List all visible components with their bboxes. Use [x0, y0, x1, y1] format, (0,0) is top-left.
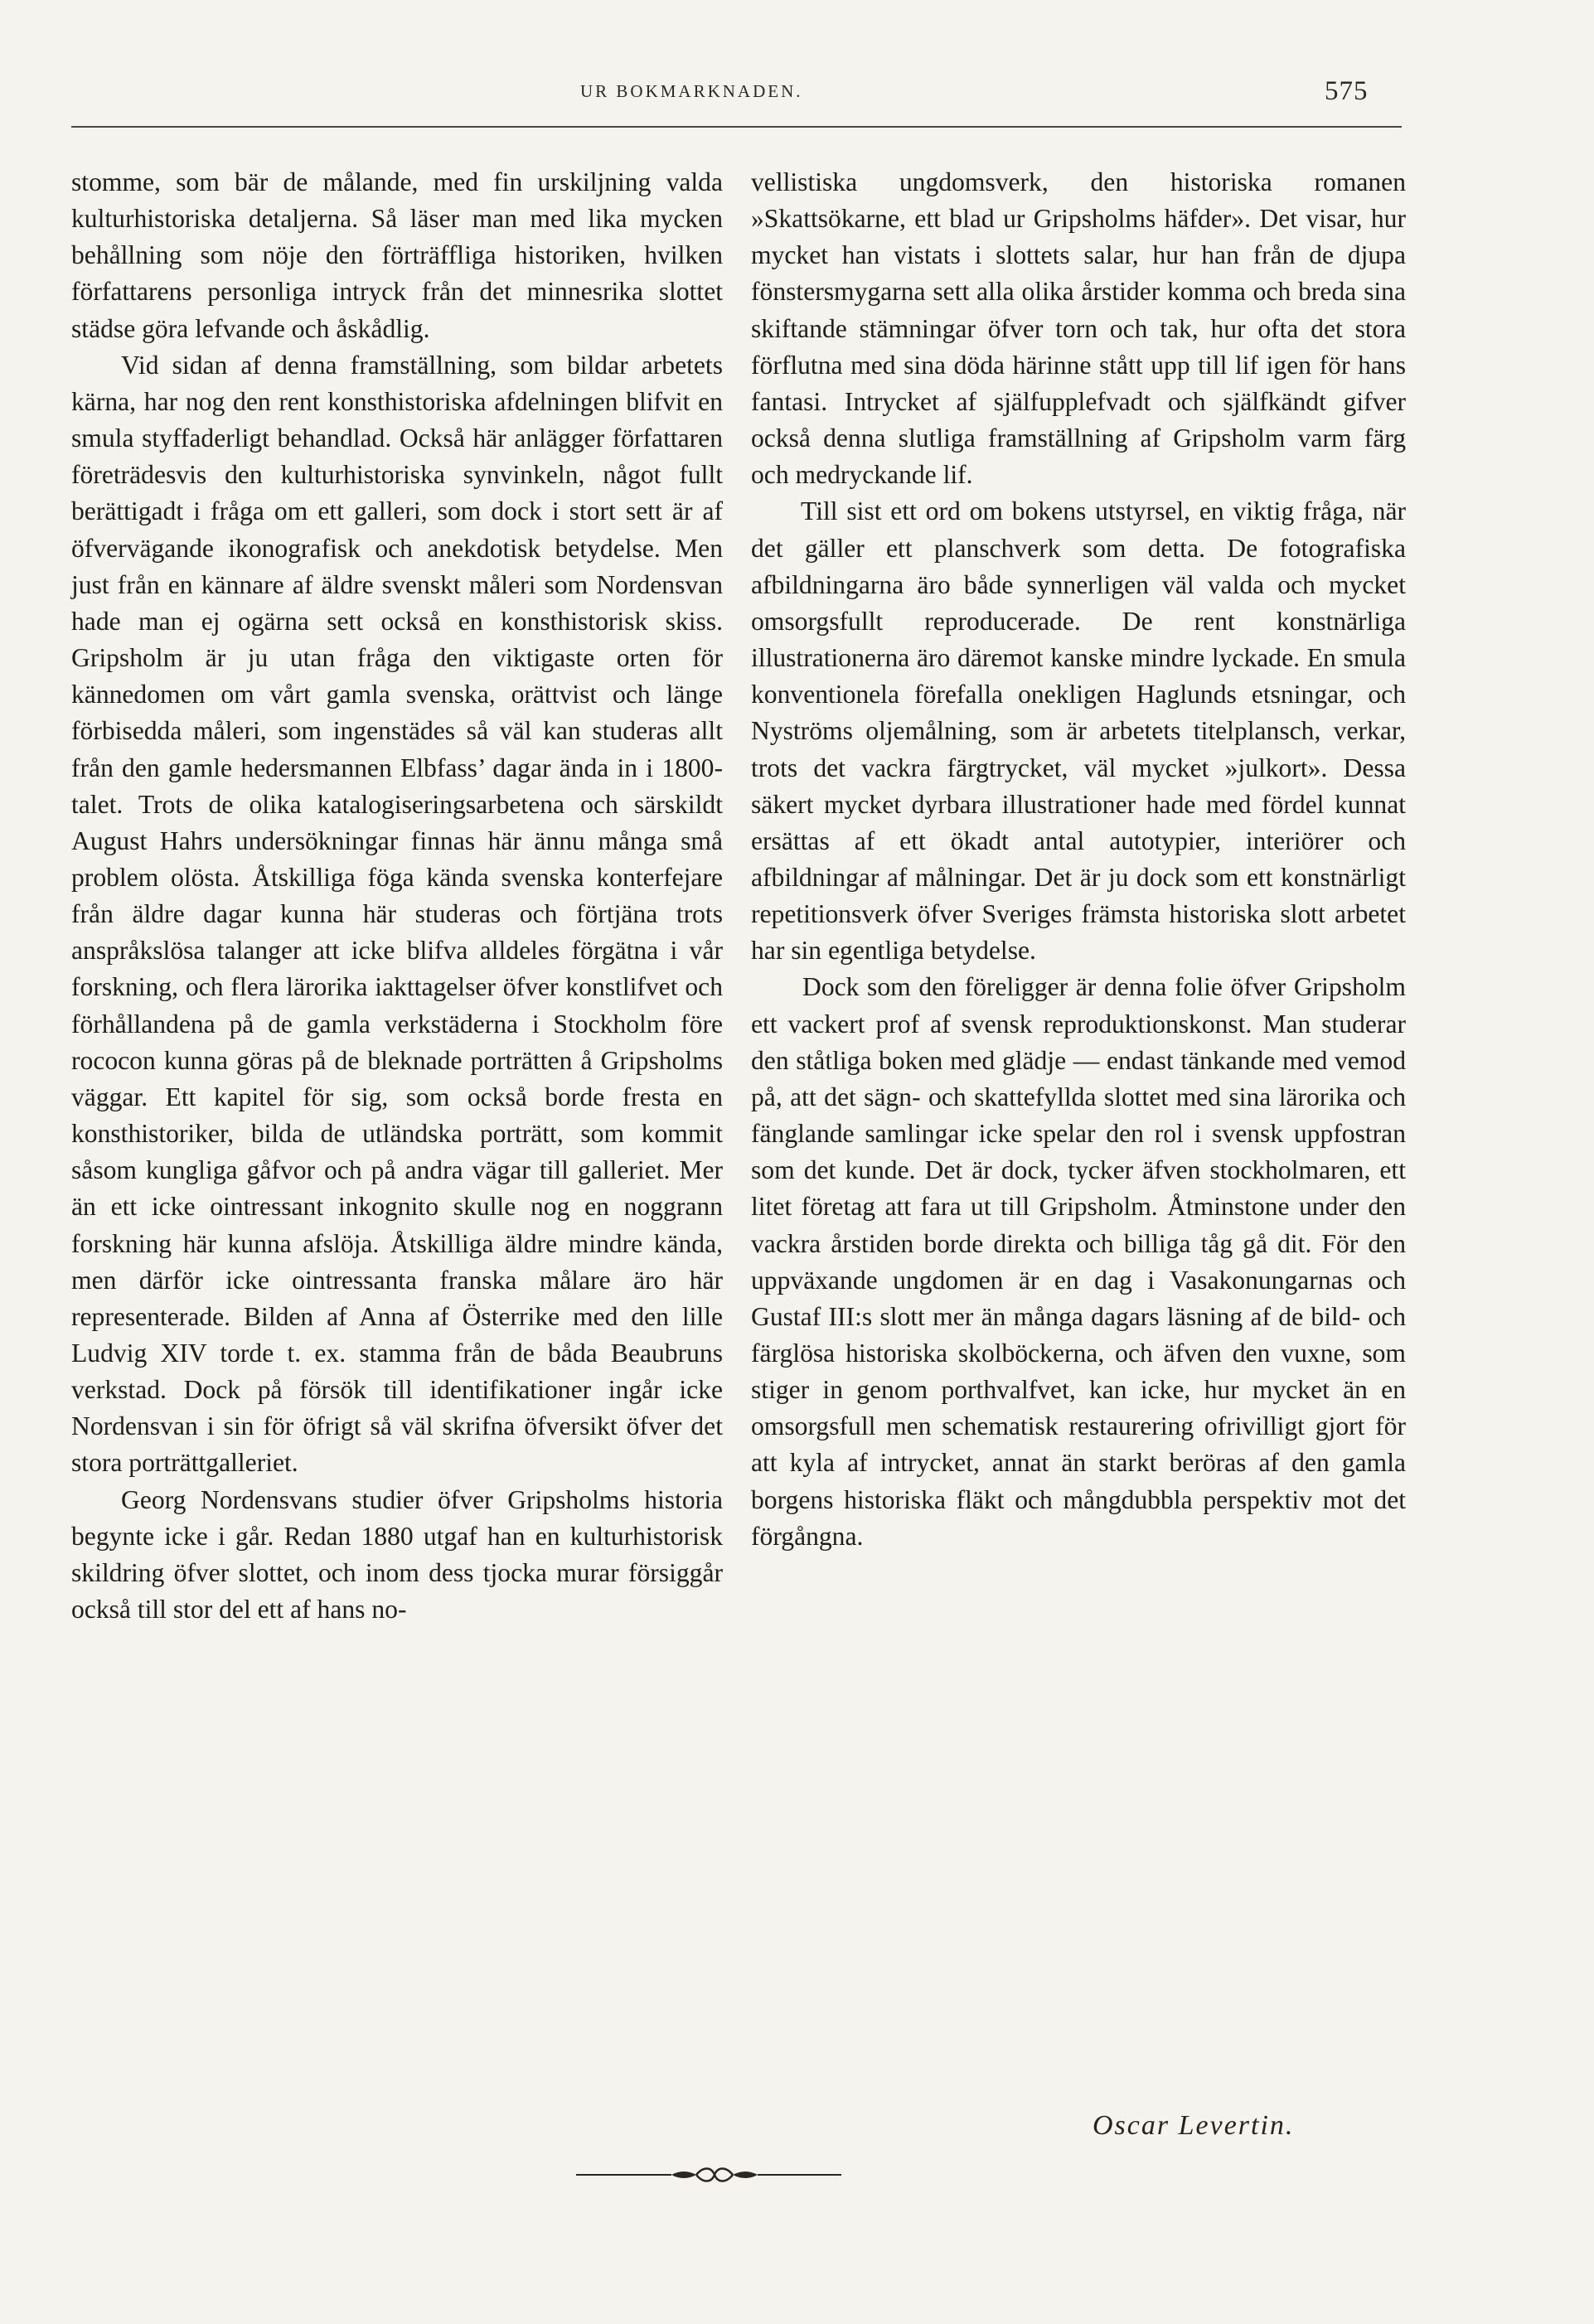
right-paragraph-2: Till sist ett ord om bokens utstyrsel, en viktig fråga, när det gäller ett planschverk som detta. De fotografiska afbildningarna äro både synnerligen väl valda och mycket omsorgsfullt reproducerade. De rent konstnärliga illustrationerna äro däremot kanske mindre lyckade. En smula konventionela förefalla onekligen Haglunds etsningar, och Nyströms oljemålning, som är arbetets titelplansch, verkar, trots det vackra färgtrycket, väl mycket »julkort». Dessa säkert mycket dyrbara illustrationer hade med fördel kunnat ersättas af ett ökadt antal autotypier, interiörer och afbildningar af målningar. Det är ju dock som ett konstnärligt repetitionsverk öfver Sveriges främsta historiska slott arbetet har sin egentliga betydelse.: [751, 496, 1406, 966]
left-paragraph-1: stomme, som bär de målande, med fin urskiljning valda kulturhistoriska detaljerna. Så läser man med lika mycken behållning som nöje den förträffliga historiken, hvilken författarens personliga intryck från det minnesrika slottet städse göra lefvande och åskådlig.: [71, 167, 723, 343]
right-column: [751, 164, 1406, 1555]
right-paragraph-3: Dock som den föreligger är denna folie öfver Gripsholm ett vackert prof af svensk reproduktionskonst. Man studerar den ståtliga boken med glädje — endast tänkande med vemod på, att det sägn- och skattefyllda slottet med sina lärorika och fänglande samlingar icke spelar den rol i svensk uppfostran som det kunde. Det är dock, tycker äfven stockholmaren, ett litet företag att fara ut till Gripsholm. Åtminstone under den vackra årstiden borde direkta och billiga tåg gå dit. För den uppväxande ungdomen är en dag i Vasakonungarnas och Gustaf III:s slott mer än många dagars läsning af de bild- och färglösa historiska skolböckerna, och äfven den vuxne, som stiger in genom porthvalfvet, kan icke, hur mycket än en omsorgsfull men schematisk restaurering ofrivilligt gjort för att kyla af intrycket, annat än starkt beröras af den gamla borgens historiska fläkt och mångdubbla perspektiv mot det förgångna.: [751, 972, 1406, 1551]
running-head: [0, 76, 1594, 114]
left-paragraph-3: Georg Nordensvans studier öfver Gripsholms historia begynte icke i går. Redan 1880 utgaf han en kulturhistorisk skildring öfver slottet, och inom dess tjocka murar försiggår också till stor del ett af hans no-: [71, 1484, 723, 1624]
right-paragraph-1: vellistiska ungdomsverk, den historiska romanen »Skattsökarne, ett blad ur Gripsholms häfder». Det visar, hur mycket han vistats i slottets salar, hur han från de djupa fönstersmygarna sett alla olika årstider komma och breda sina skiftande stämningar öfver torn och tak, hur ofta det stora förflutna med sina döda härinne stått upp till lif igen för hans fantasi. Intrycket af själfupplefvadt och själfkändt gifver också denna slutliga framställning af Gripsholm varm färg och medryckande lif.: [751, 167, 1406, 490]
page-number: 575: [1325, 76, 1369, 106]
header-rule: [71, 126, 1402, 128]
running-title: UR BOKMARKNADEN.: [580, 81, 803, 101]
tailpiece-ornament-icon: [572, 2158, 845, 2191]
author-signature: Oscar Levertin.: [1093, 2110, 1295, 2141]
left-paragraph-2: Vid sidan af denna framställning, som bildar arbetets kärna, har nog den rent konsthistoriska afdelningen blifvit en smula styffaderligt behandlad. Också här anlägger författaren företrädesvis den kulturhistoriska synvinkeln, något fullt berättigadt i fråga om ett galleri, som dock i stort sett är af öfvervägande ikonografisk och anekdotisk betydelse. Men just från en kännare af äldre svenskt måleri som Nordensvan hade man ej ogärna sett också en konsthistorisk skiss. Gripsholm är ju utan fråga den viktigaste orten för kännedomen om vårt gamla svenska, orättvist och länge förbisedda måleri, som ingenstädes så väl kan studeras allt från den gamle hedersmannen Elbfass’ dagar ända in i 1800-talet. Trots de olika katalogiseringsarbetena och särskildt August Hahrs undersökningar finnas här ännu många små problem olösta. Åtskilliga föga kända svenska konterfejare från äldre dagar kunna här studeras och förtjäna trots anspråkslösa talanger att icke blifva alldeles förgätna i vår forskning, och flera lärorika iakttagelser öfver konstlifvet och förhållandena på de gamla verkstäderna i Stockholm före rococon kunna göras på de bleknade porträtten å Gripsholms väggar. Ett kapitel för sig, som också borde fresta en konsthistoriker, bilda de utländska porträtt, som kommit såsom kungliga gåfvor och på andra vägar till galleriet. Mer än ett icke ointressant inkognito skulle nog en noggrann forskning här kunna afslöja. Åtskilliga äldre mindre kända, men därför icke ointressanta franska målare äro här representerade. Bilden af Anna af Österrike med den lille Ludvig XIV torde t. ex. stamma från de båda Beaubruns verkstad. Dock på försök till identifikationer ingår icke Nordensvan i sin för öfrigt så väl skrifna öfversikt öfver det stora porträttgalleriet.: [71, 350, 723, 1478]
left-column: [71, 164, 723, 1628]
